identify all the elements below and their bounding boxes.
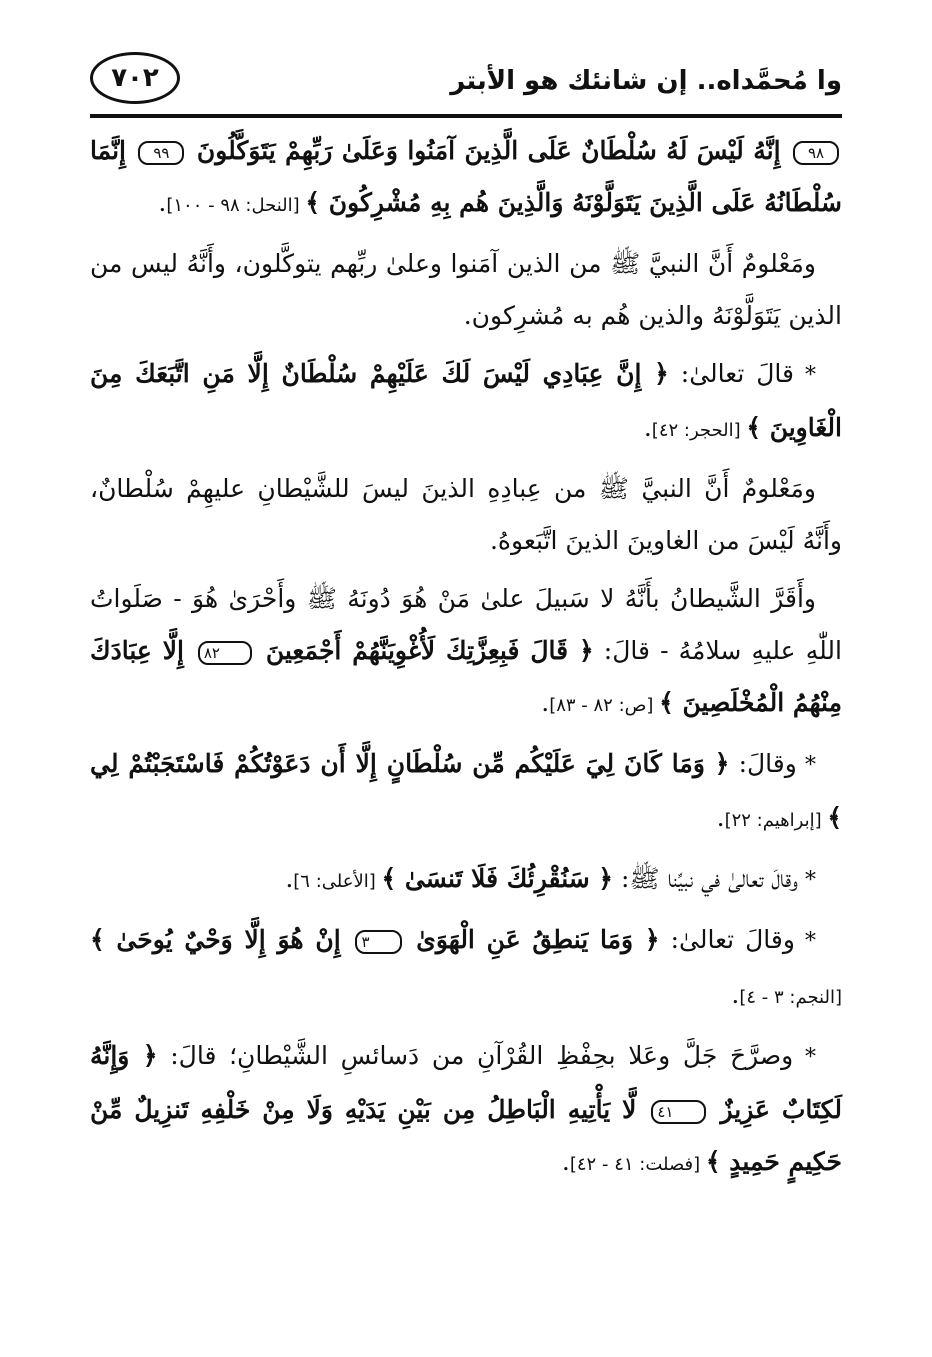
bullet-star: *: [794, 363, 817, 388]
body-text: .: [561, 1147, 570, 1176]
body-text: قالَ تعالىٰ:: [668, 359, 794, 388]
body-text: ومَعْلومٌ أَنَّ النبيَّ ﷺ من عِبادِهِ الذينَ ليسَ للشَّيْطانِ عليهِمْ سُلْطانٌ، وأَنَّهُ لَيْسَ من الغاوينَ الذينَ اتَّبَعوهُ.: [90, 474, 842, 555]
verse-reference: [النحل: ٩٨ - ١٠٠]: [166, 195, 306, 216]
paragraph: [90, 348, 842, 457]
header-title: وا مُحمَّداه.. إن شانئك هو الأبتر: [450, 66, 842, 96]
body-text: ومَعْلومٌ أَنَّ النبيَّ ﷺ من الذين آمَنوا وعلىٰ ربِّهم يتوكَّلون، وأَنَّهُ ليس من الذين يَتَوَلَّوْنَهُ والذين هُم به مُشرِكون.: [90, 249, 842, 330]
paragraph: [90, 573, 842, 732]
ayah-number-marker: ٩٨: [793, 141, 839, 165]
paragraph: [90, 738, 842, 847]
paragraph: [90, 1030, 842, 1191]
body-text: .: [731, 980, 740, 1009]
paragraph: [90, 914, 842, 1024]
page-number: ٧٠٢: [90, 52, 180, 104]
body-text: .: [716, 803, 725, 832]
verse-reference: [الأعلى: ٦]: [293, 871, 382, 892]
page-header: [90, 48, 842, 110]
body-text: وقالَ تعالىٰ:: [659, 925, 795, 954]
paragraph: [90, 238, 842, 342]
bullet-star: *: [798, 868, 816, 893]
ayah-number-marker: ٣: [355, 930, 401, 954]
body-text: وصرَّحَ جَلَّ وعَلا بحِفْظِ القُرْآنِ من دَسائسِ الشَّيْطانِ؛ قالَ:: [157, 1041, 794, 1070]
quran-verse: إِنَّمَا سُلْطَانُهُ عَلَى الَّذِينَ يَتَوَلَّوْنَهُ وَالَّذِينَ هُم بِهِ مُشْرِكُونَ ﴾: [90, 136, 842, 217]
quran-verse: لَّا يَأْتِيهِ الْبَاطِلُ مِن بَيْنِ يَدَيْهِ وَلَا مِنْ خَلْفِهِ تَنزِيلٌ مِّنْ حَكِيمٍ حَمِيدٍ ﴾: [90, 1095, 842, 1176]
verse-reference: [إبراهيم: ٢٢]: [724, 810, 828, 831]
verse-reference: [الحجر: ٤٢]: [651, 420, 747, 441]
quran-verse: إِنَّهُ لَيْسَ لَهُ سُلْطَانٌ عَلَى الَّذِينَ آمَنُوا وَعَلَىٰ رَبِّهِمْ يَتَوَكَّلُونَ: [187, 136, 790, 165]
quran-verse: ﴿ قَالَ فَبِعِزَّتِكَ لَأُغْوِيَنَّهُمْ أَجْمَعِينَ: [254, 636, 594, 665]
ayah-number-marker: ٨٢: [198, 641, 252, 665]
ayah-number-marker: ٤١: [651, 1100, 705, 1124]
quran-verse: ﴿ سَنُقْرِئُكَ فَلَا تَنسَىٰ ﴾: [381, 864, 614, 893]
bullet-star: *: [794, 929, 816, 954]
bullet-star: *: [796, 753, 816, 778]
body-text: وقالَ:: [729, 749, 797, 778]
page-body: [90, 125, 842, 1197]
quran-verse: إِنْ هُوَ إِلَّا وَحْيٌ يُوحَىٰ ﴾: [90, 925, 353, 954]
quran-verse: ﴿ وَمَا يَنطِقُ عَنِ الْهَوَىٰ: [404, 925, 660, 954]
body-text: .: [643, 413, 652, 442]
body-text: وأَقَرَّ الشَّيطانُ بأَنَّهُ لا سَبيلَ علىٰ مَنْ هُوَ دُونَهُ ﷺ وأَحْرَىٰ هُوَ - صَلَواتُ اللّٰهِ عليهِ سلامُهُ - قالَ:: [90, 584, 842, 665]
verse-reference: [النجم: ٣ - ٤]: [739, 987, 842, 1008]
quran-verse: إِلَّا عِبَادَكَ مِنْهُمُ الْمُخْلَصِينَ ﴾: [90, 636, 842, 717]
body-text: وقالَ تعالىٰ في نبيِّنا ﷺ:: [613, 864, 798, 893]
body-text: .: [285, 864, 294, 893]
quran-verse: ﴿ وَمَا كَانَ لِيَ عَلَيْكُم مِّن سُلْطَانٍ إِلَّا أَن دَعَوْتُكُمْ فَاسْتَجَبْتُمْ لِي ﴾: [90, 749, 842, 832]
paragraph: [90, 853, 842, 908]
quran-verse: ﴿ وَإِنَّهُ لَكِتَابٌ عَزِيزٌ: [90, 1041, 842, 1124]
body-text: .: [541, 688, 550, 717]
body-text: .: [158, 188, 167, 217]
paragraph: [90, 125, 842, 232]
quran-verse: ﴿ إِنَّ عِبَادِي لَيْسَ لَكَ عَلَيْهِمْ سُلْطَانٌ إِلَّا مَنِ اتَّبَعَكَ مِنَ الْغَاوِينَ ﴾: [90, 359, 842, 442]
verse-reference: [ص: ٨٢ - ٨٣]: [549, 695, 660, 716]
header-divider: [90, 114, 842, 118]
verse-reference: [فصلت: ٤١ - ٤٢]: [569, 1154, 706, 1175]
ayah-number-marker: ٩٩: [138, 141, 184, 165]
bullet-star: *: [793, 1045, 816, 1070]
paragraph: [90, 463, 842, 567]
